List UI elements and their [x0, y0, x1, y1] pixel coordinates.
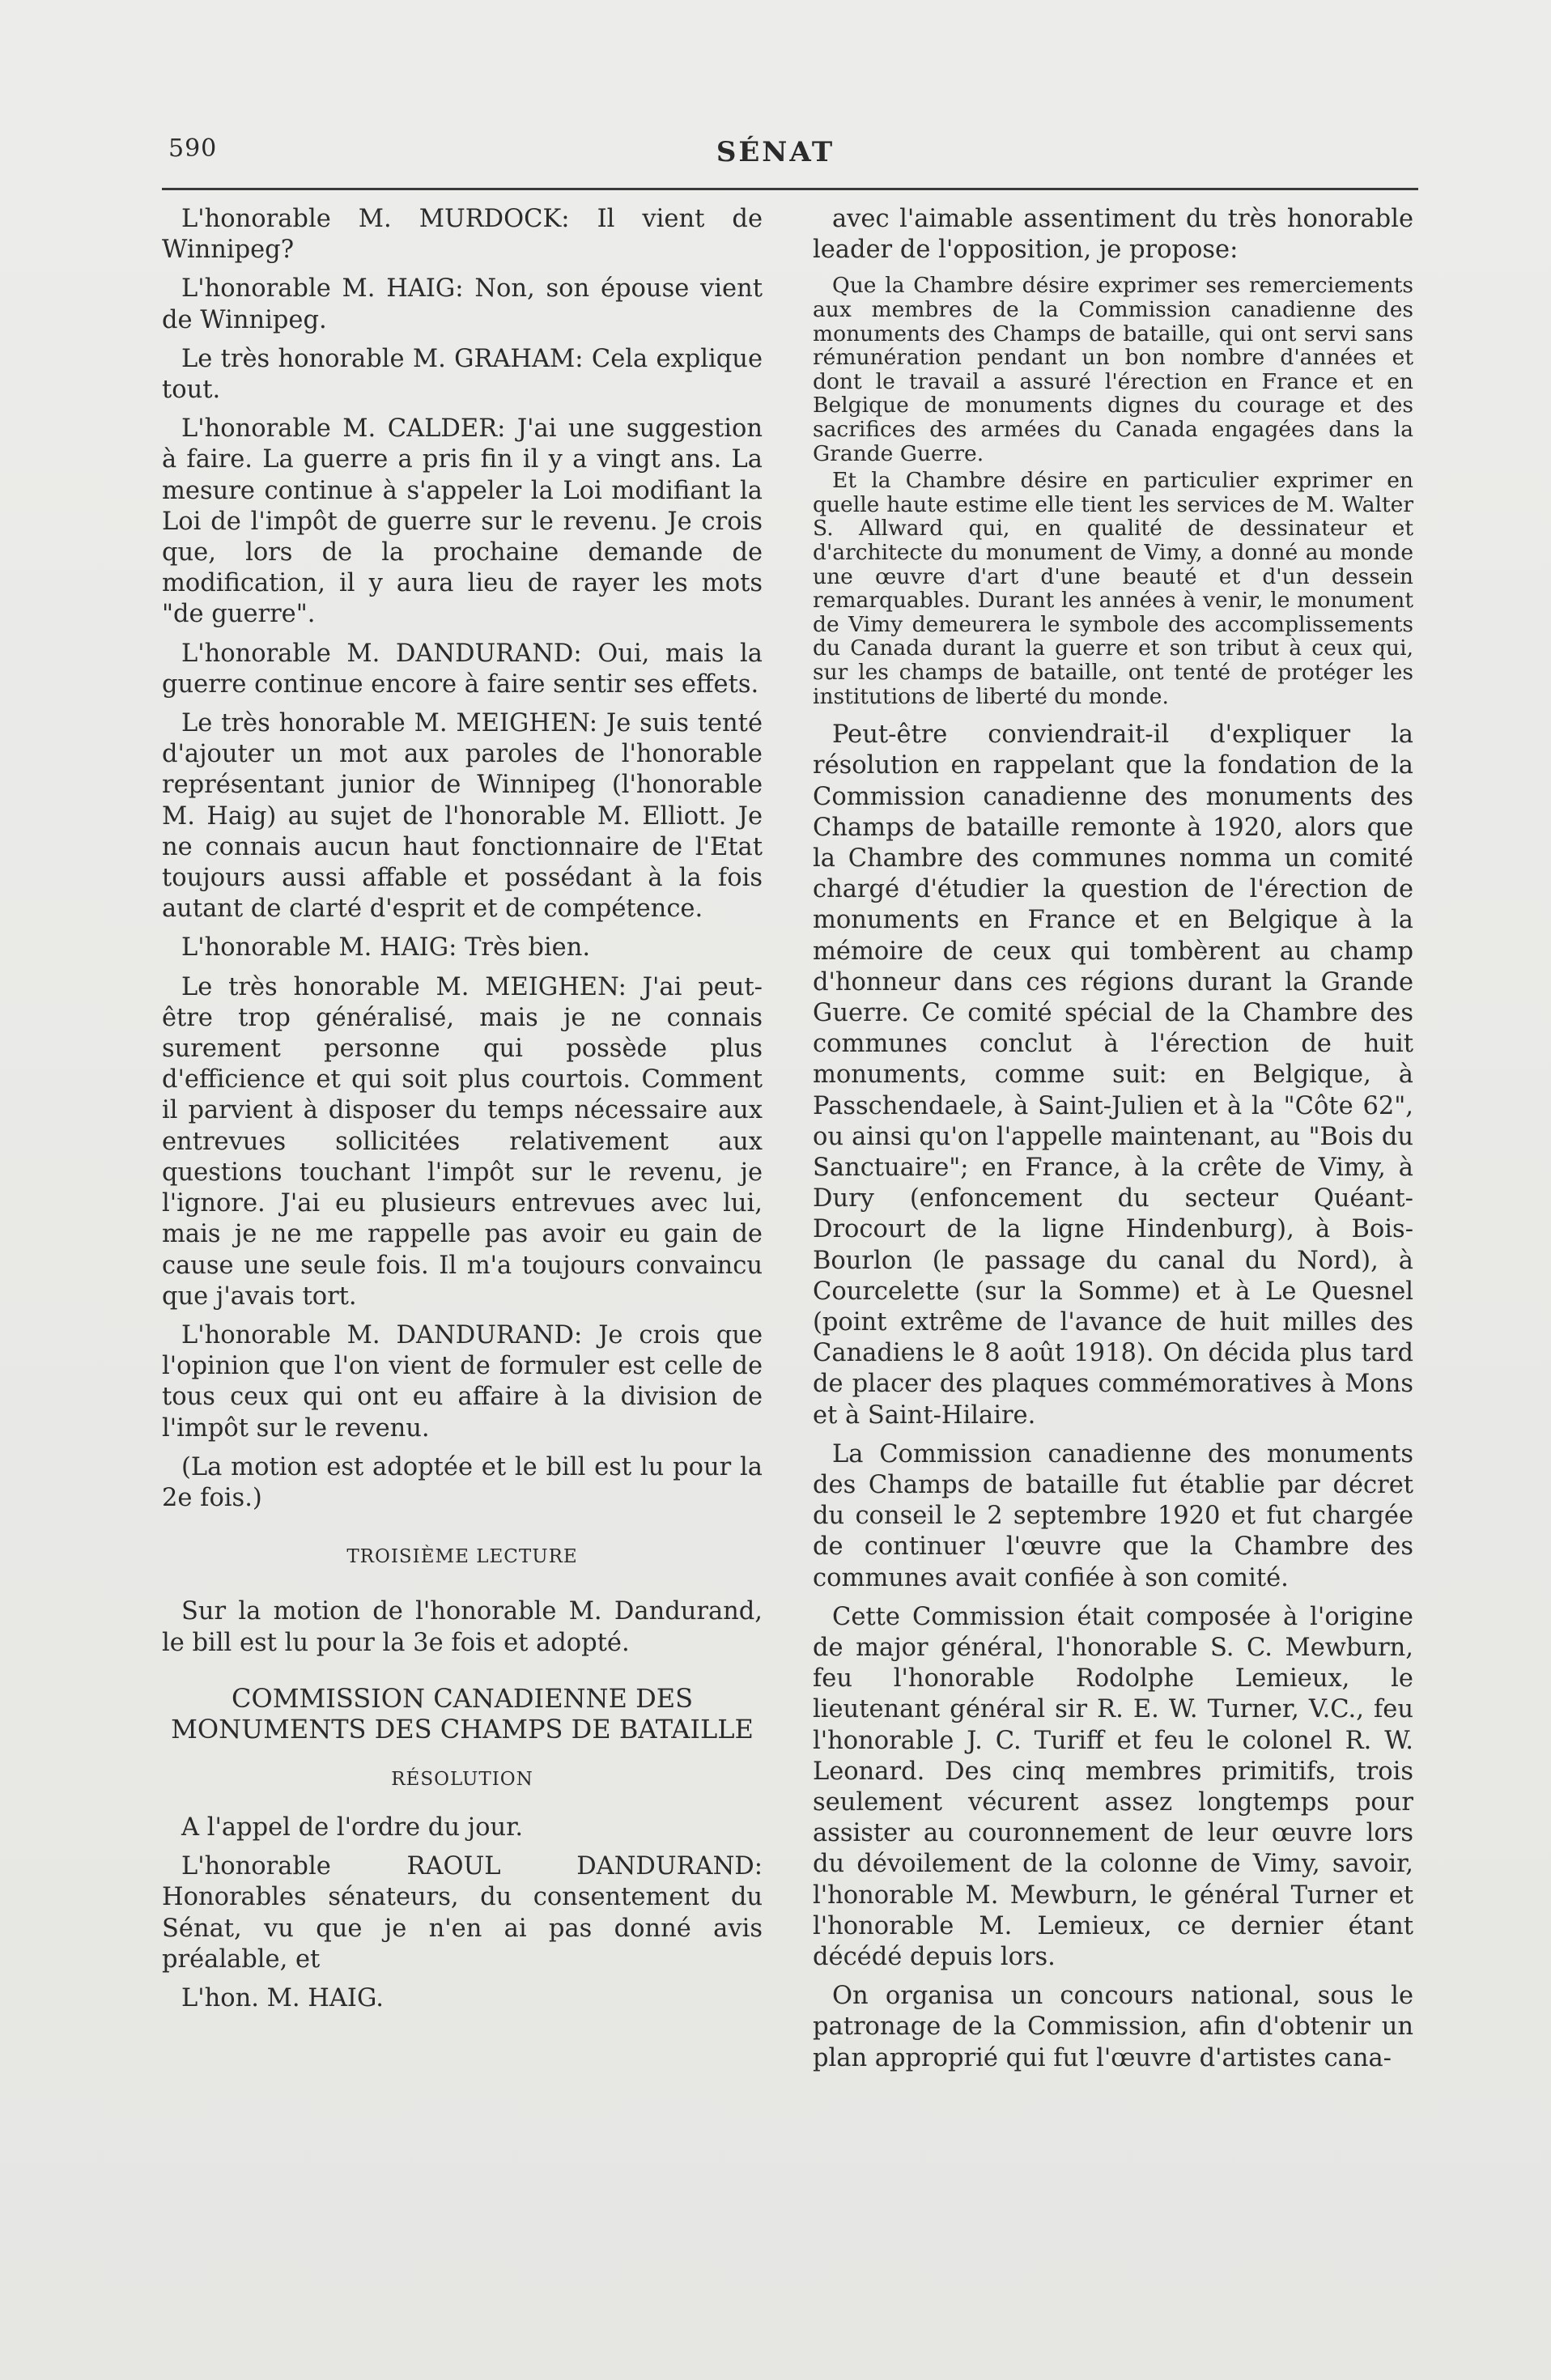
paragraph: A l'appel de l'ordre du jour.	[181, 1813, 524, 1842]
paragraph: L'honorable M. HAIG: Très bien.	[181, 933, 591, 963]
paragraph: Le très honorable M. MEIGHEN: J'ai peut-être trop généralisé, mais je ne connais surement personne qui possède plus d'efficience et qui soit plus courtois. Comment il parvient à disposer du temps nécessaire aux entrevues sollicitées relativement aux questions touchant l'impôt sur le revenu, je l'ignore. J'ai eu plusieurs entrevues avec lui, mais je ne me rappelle pas avoir eu gain de cause une seule fois. Il m'a toujours convaincu que j'avais tort.	[162, 972, 763, 1311]
header-rule	[162, 188, 1418, 190]
paragraph: La Commission canadienne des monuments des Champs de bataille fut établie par décret du conseil le 2 septembre 1920 et fut chargée de continuer l'œuvre que la Chambre des communes avait confiée à son comité.	[813, 1439, 1413, 1592]
paragraph: Le très honorable M. MEIGHEN: Je suis tenté d'ajouter un mot aux paroles de l'honorable représentant junior de Winnipeg (l'honorable M. Haig) au sujet de l'honorable M. Elliott. Je ne connais aucun haut fonctionnaire de l'Etat toujours aussi affable et possédant à la fois autant de clarté d'esprit et de compétence.	[162, 709, 763, 924]
paragraph: On organisa un concours national, sous le patronage de la Commission, afin d'obtenir un plan approprié qui fut l'œuvre d'artistes cana-	[813, 1982, 1413, 2072]
paragraph: Peut-être conviendrait-il d'expliquer la résolution en rappelant que la fondation de la Commission canadienne des monuments des Champs de bataille remonte à 1920, alors que la Chambre des communes nomma un comité chargé d'étudier la question de l'érection de monuments en France et en Belgique à la mémoire de ceux qui tombèrent au champ d'honneur dans ces régions durant la Grande Guerre. Ce comité spécial de la Chambre des communes conclut à l'érection de huit monuments, comme suit: en Belgique, à Passchendaele, à Saint-Julien et à la "Côte 62", ou ainsi qu'on l'appelle maintenant, au "Bois du Sanctuaire"; en France, à la crête de Vimy, à Dury (enfoncement du secteur Quéant-Drocourt de la ligne Hindenburg), à Bois-Bourlon (le passage du canal du Nord), à Courcelette (sur la Somme) et à Le Quesnel (point extrême de l'avance de huit milles des Canadiens le 8 août 1918). On décida plus tard de placer des plaques commémoratives à Mons et à Saint-Hilaire.	[813, 720, 1413, 1430]
paragraph: (La motion est adoptée et le bill est lu pour la 2e fois.)	[162, 1452, 763, 1512]
left-column	[162, 204, 763, 2022]
paragraph: Le très honorable M. GRAHAM: Cela explique tout.	[162, 344, 763, 405]
paragraph: L'honorable M. HAIG: Non, son épouse vient de Winnipeg.	[162, 274, 763, 334]
paragraph: Sur la motion de l'honorable M. Dandurand, le bill est lu pour la 3e fois et adopté.	[162, 1597, 763, 1657]
section-heading-third-reading: TROISIÈME LECTURE	[346, 1546, 578, 1568]
paragraph: L'honorable M. DANDURAND: Oui, mais la guerre continue encore à faire sentir ses effets.	[162, 639, 763, 699]
paragraph: Cette Commission était composée à l'origine de major général, l'honorable S. C. Mewburn, feu l'honorable Rodolphe Lemieux, le lieutenant général sir R. E. W. Turner, V.C., feu l'honorable J. C. Turiff et feu le colonel R. W. Leonard. Des cinq membres primitifs, trois seulement vécurent assez longtemps pour assister au couronnement de leur œuvre lors du dévoilement de la colonne de Vimy, savoir, l'honorable M. Mewburn, le général Turner et l'honorable M. Lemieux, ce dernier étant décédé depuis lors.	[813, 1602, 1413, 1972]
right-column	[813, 204, 1413, 2082]
resolution-text: Et la Chambre désire en particulier exprimer en quelle haute estime elle tient les services de M. Walter S. Allward qui, en qualité de dessinateur et d'architecte du monument de Vimy, a donné au monde une œuvre d'art d'une beauté et d'un dessein remarquables. Durant les années à venir, le monument de Vimy demeurera le symbole des accomplissements du Canada durant la guerre et son tribut à ceux qui, sur les champs de bataille, ont tenté de protéger les institutions de liberté du monde.	[813, 468, 1413, 709]
paragraph: avec l'aimable assentiment du très honorable leader de l'opposition, je propose:	[813, 205, 1413, 265]
paragraph: L'hon. M. HAIG.	[181, 1983, 384, 2012]
paragraph: L'honorable M. DANDURAND: Je crois que l'opinion que l'on vient de formuler est celle de tous ceux qui ont eu affaire à la division de l'impôt sur le revenu.	[162, 1320, 763, 1443]
page-number: 590	[168, 134, 218, 163]
section-heading-commission: COMMISSION CANADIENNE DES MONUMENTS DES CHAMPS DE BATAILLE	[171, 1682, 754, 1745]
resolution-text: Que la Chambre désire exprimer ses remerciements aux membres de la Commission canadienne des monuments des Champs de bataille, qui ont servi sans rémunération pendant un bon nombre d'années et dont le travail a assuré l'érection en France et en Belgique de monuments dignes du courage et des sacrifices des armées du Canada engagées dans la Grande Guerre.	[813, 273, 1413, 466]
paragraph: L'honorable M. MURDOCK: Il vient de Winnipeg?	[162, 205, 763, 265]
running-head: SÉNAT	[716, 136, 835, 168]
section-heading-resolution: RÉSOLUTION	[391, 1768, 533, 1790]
paragraph: L'honorable M. CALDER: J'ai une suggestion à faire. La guerre a pris fin il y a vingt ans. La mesure continue à s'appeler la Loi modifiant la Loi de l'impôt de guerre sur le revenu. Je crois que, lors de la prochaine demande de modification, il y aura lieu de rayer les mots "de guerre".	[162, 414, 763, 629]
paragraph: L'honorable RAOUL DANDURAND: Honorables sénateurs, du consentement du Sénat, vu que je n'en ai pas donné avis préalable, et	[162, 1852, 763, 1974]
